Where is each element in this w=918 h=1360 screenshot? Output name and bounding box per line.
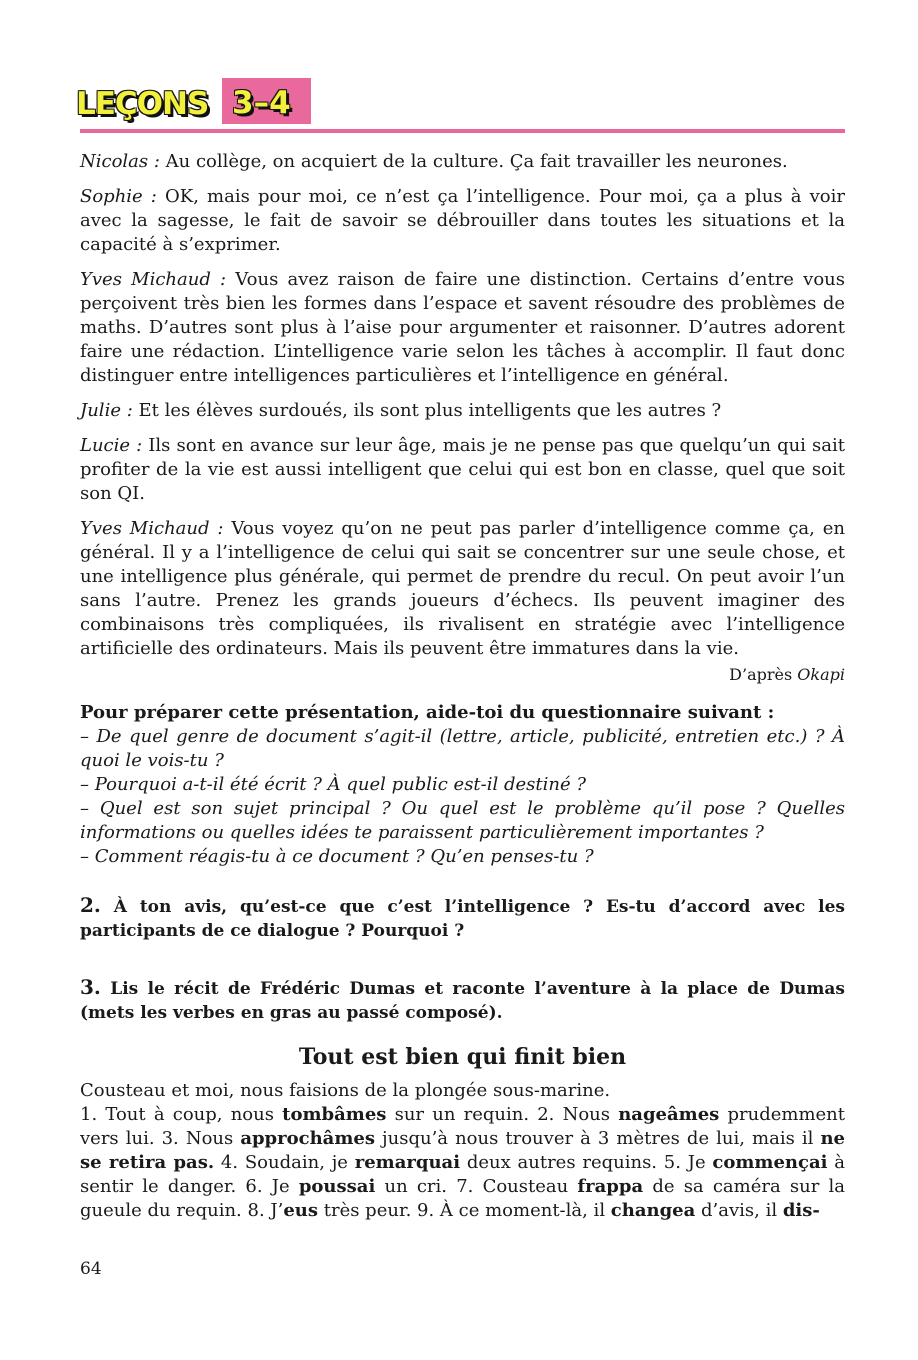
bold-verb: frappa	[577, 1176, 644, 1197]
dialogue	[80, 150, 845, 661]
dialogue-text: OK, mais pour moi, ce n’est ça l’intelligence. Pour moi, ça a plus à voir avec la sagesse, le fait de savoir se débrouiller dans toutes les situations et la capacité à s’exprimer.	[80, 186, 845, 255]
dialogue-text: Au collège, on acquiert de la culture. Ça fait travailler les neurones.	[159, 151, 788, 172]
bold-verb: commençai	[712, 1152, 828, 1173]
task-text: Lis le récit de Frédéric Dumas et raconte l’aventure à la place de Dumas (mets les verbes en gras au passé composé).	[80, 979, 845, 1023]
source-title: Okapi	[797, 665, 845, 684]
bold-verb: eus	[283, 1200, 319, 1221]
dialogue-line	[80, 517, 845, 661]
story-segment: d’avis, il	[695, 1200, 783, 1221]
header-rule	[80, 129, 845, 133]
lesson-number-box	[222, 78, 311, 124]
story-segment: deux autres requins. 5. Je	[460, 1152, 713, 1173]
dialogue-text: Ils sont en avance sur leur âge, mais je ne pense pas que quelqu’un qui sait profiter de la vie est aussi intelligent que celui qui est bon en classe, quel que soit son QI.	[80, 435, 845, 504]
story-segment: prudemment vers lui. 3. Nous	[80, 1104, 845, 1149]
story-segment: un cri. 7. Cousteau	[375, 1176, 578, 1197]
story-segment: sur un requin. 2. Nous	[386, 1104, 619, 1125]
task-3	[80, 975, 845, 1025]
source-prefix: D’après	[729, 665, 798, 684]
lesson-header	[76, 78, 845, 124]
story-segment: 1. Tout à coup, nous	[80, 1104, 283, 1125]
questionnaire-title: Pour préparer cette présentation, aide-toi du questionnaire suivant :	[80, 702, 775, 723]
dialogue-line	[80, 268, 845, 388]
page-body	[80, 150, 845, 1223]
page-number: 64	[80, 1259, 102, 1279]
bold-verb: tombâmes	[282, 1104, 387, 1125]
speaker-name: Julie :	[80, 400, 133, 421]
bold-verb: remarquai	[354, 1152, 461, 1173]
task-2	[80, 893, 845, 943]
questionnaire-item: – Pourquoi a-t-il été écrit ? À quel public est-il destiné ?	[80, 774, 586, 795]
story-segment: de sa caméra sur la gueule du requin. 8. J’	[80, 1176, 846, 1221]
story	[80, 1079, 845, 1223]
story-segment: 4. Soudain, je	[214, 1152, 355, 1173]
dialogue-text: Et les élèves surdoués, ils sont plus intelligents que les autres ?	[132, 400, 722, 421]
dialogue-line	[80, 185, 845, 257]
questionnaire-item: – Quel est son sujet principal ? Ou quel est le problème qu’il pose ? Quelles informations ou quelles idées te paraissent particulièrement importantes ?	[80, 798, 845, 843]
bold-verb: changea	[610, 1200, 696, 1221]
source-credit	[80, 664, 845, 686]
bold-verb: ne se retira pas.	[80, 1128, 845, 1173]
task-number: 3.	[80, 975, 101, 999]
dialogue-line	[80, 399, 845, 423]
task-text: À ton avis, qu’est-ce que c’est l’intelligence ? Es-tu d’accord avec les participants de ce dialogue ? Pourquoi ?	[80, 897, 845, 941]
speaker-name: Yves Michaud :	[80, 269, 227, 290]
speaker-name: Sophie :	[80, 186, 157, 207]
speaker-name: Yves Michaud :	[80, 518, 224, 539]
questionnaire-item: – De quel genre de document s’agit-il (lettre, article, publicité, entretien etc.) ? À quoi le vois-tu ?	[80, 726, 845, 771]
bold-verb: nageâmes	[618, 1104, 720, 1125]
dialogue-line	[80, 150, 845, 174]
speaker-name: Lucie :	[80, 435, 143, 456]
dialogue-text: Vous voyez qu’on ne peut pas parler d’intelligence comme ça, en général. Il y a l’intelligence de celui qui sait se concentrer sur une seule chose, et une intelligence plus générale, qui permet de prendre du recul. On peut avoir l’un sans l’autre. Prenez les grands joueurs d’échecs. Ils peuvent imaginer des combinaisons très compliquées, ils rivalisent en stratégie avec l’intelligence artificielle des ordinateurs. Mais ils peuvent être immatures dans la vie.	[80, 518, 845, 659]
task-number: 2.	[80, 893, 101, 917]
story-segment: très peur. 9. À ce moment-là, il	[318, 1200, 611, 1221]
bold-verb: poussai	[298, 1176, 376, 1197]
story-segment: jusqu’à nous trouver à 3 mètres de lui, mais il	[374, 1128, 821, 1149]
speaker-name: Nicolas :	[80, 151, 160, 172]
story-text	[80, 1103, 845, 1223]
dialogue-text: Vous avez raison de faire une distinction. Certains d’entre vous perçoivent très bien les formes dans l’espace et savent résoudre des problèmes de maths. D’autres sont plus à l’aise pour argumenter et raisonner. D’autres adorent faire une rédaction. L’intelligence varie selon les tâches à accomplir. Il faut donc distinguer entre intelligences particulières et l’intelligence en général.	[80, 269, 845, 386]
lesson-number: 3–4	[232, 85, 291, 121]
bold-verb: approchâmes	[240, 1128, 375, 1149]
story-intro: Cousteau et moi, nous faisions de la plongée sous-marine.	[80, 1080, 611, 1101]
story-title: Tout est bien qui finit bien	[298, 1044, 627, 1070]
bold-verb: dis-	[782, 1200, 820, 1221]
story-segment: à sentir le danger. 6. Je	[80, 1152, 845, 1197]
questionnaire	[80, 700, 845, 869]
lessons-label: LEÇONS	[76, 86, 209, 122]
questionnaire-item: – Comment réagis-tu à ce document ? Qu’en penses-tu ?	[80, 846, 594, 867]
dialogue-line	[80, 434, 845, 506]
